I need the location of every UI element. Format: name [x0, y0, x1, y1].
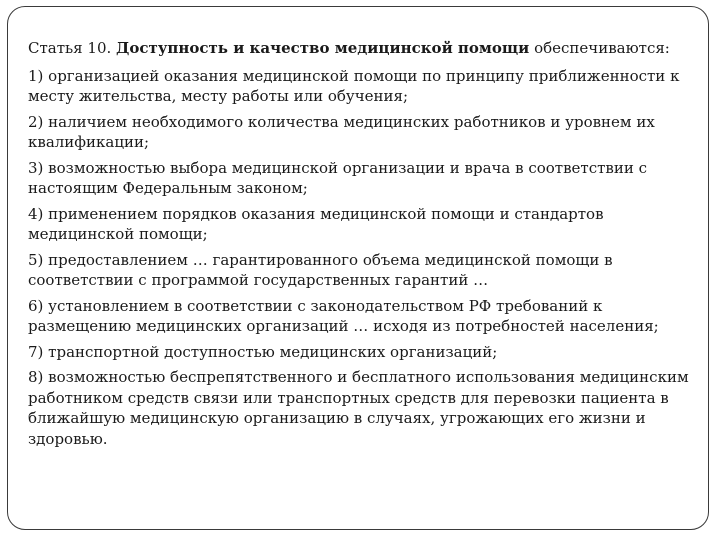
list-item: 6) установлением в соответствии с законодательством РФ требований к размещению медицинских организаций … исходя из потребностей населения; — [28, 296, 659, 335]
list-item: 7) транспортной доступностью медицинских организаций; — [28, 342, 498, 361]
article-suffix: обеспечиваются: — [529, 39, 670, 57]
article-text — [28, 38, 692, 454]
list-item: 8) возможностью беспрепятственного и бесплатного использования медицинским работником средств связи или транспортных средств для перевозки пациента в ближайшую медицинскую организацию в случаях, угрожающих его жизни и здоровью. — [28, 368, 689, 448]
article-title: Доступность и качество медицинской помощи — [116, 39, 530, 57]
list-item: 4) применением порядков оказания медицинской помощи и стандартов медицинской помощи; — [28, 204, 604, 243]
list-item: 1) организацией оказания медицинской помощи по принципу приближенности к месту жительства, месту работы или обучения; — [28, 66, 680, 105]
article-heading — [28, 38, 692, 59]
list-item: 3) возможностью выбора медицинской организации и врача в соответствии с настоящим Федеральным законом; — [28, 158, 648, 197]
list-item: 2) наличием необходимого количества медицинских работников и уровнем их квалификации; — [28, 112, 655, 151]
list-item: 5) предоставлением … гарантированного объема медицинской помощи в соответствии с программой государственных гарантий … — [28, 250, 613, 289]
article-prefix: Статья 10. — [28, 39, 117, 57]
